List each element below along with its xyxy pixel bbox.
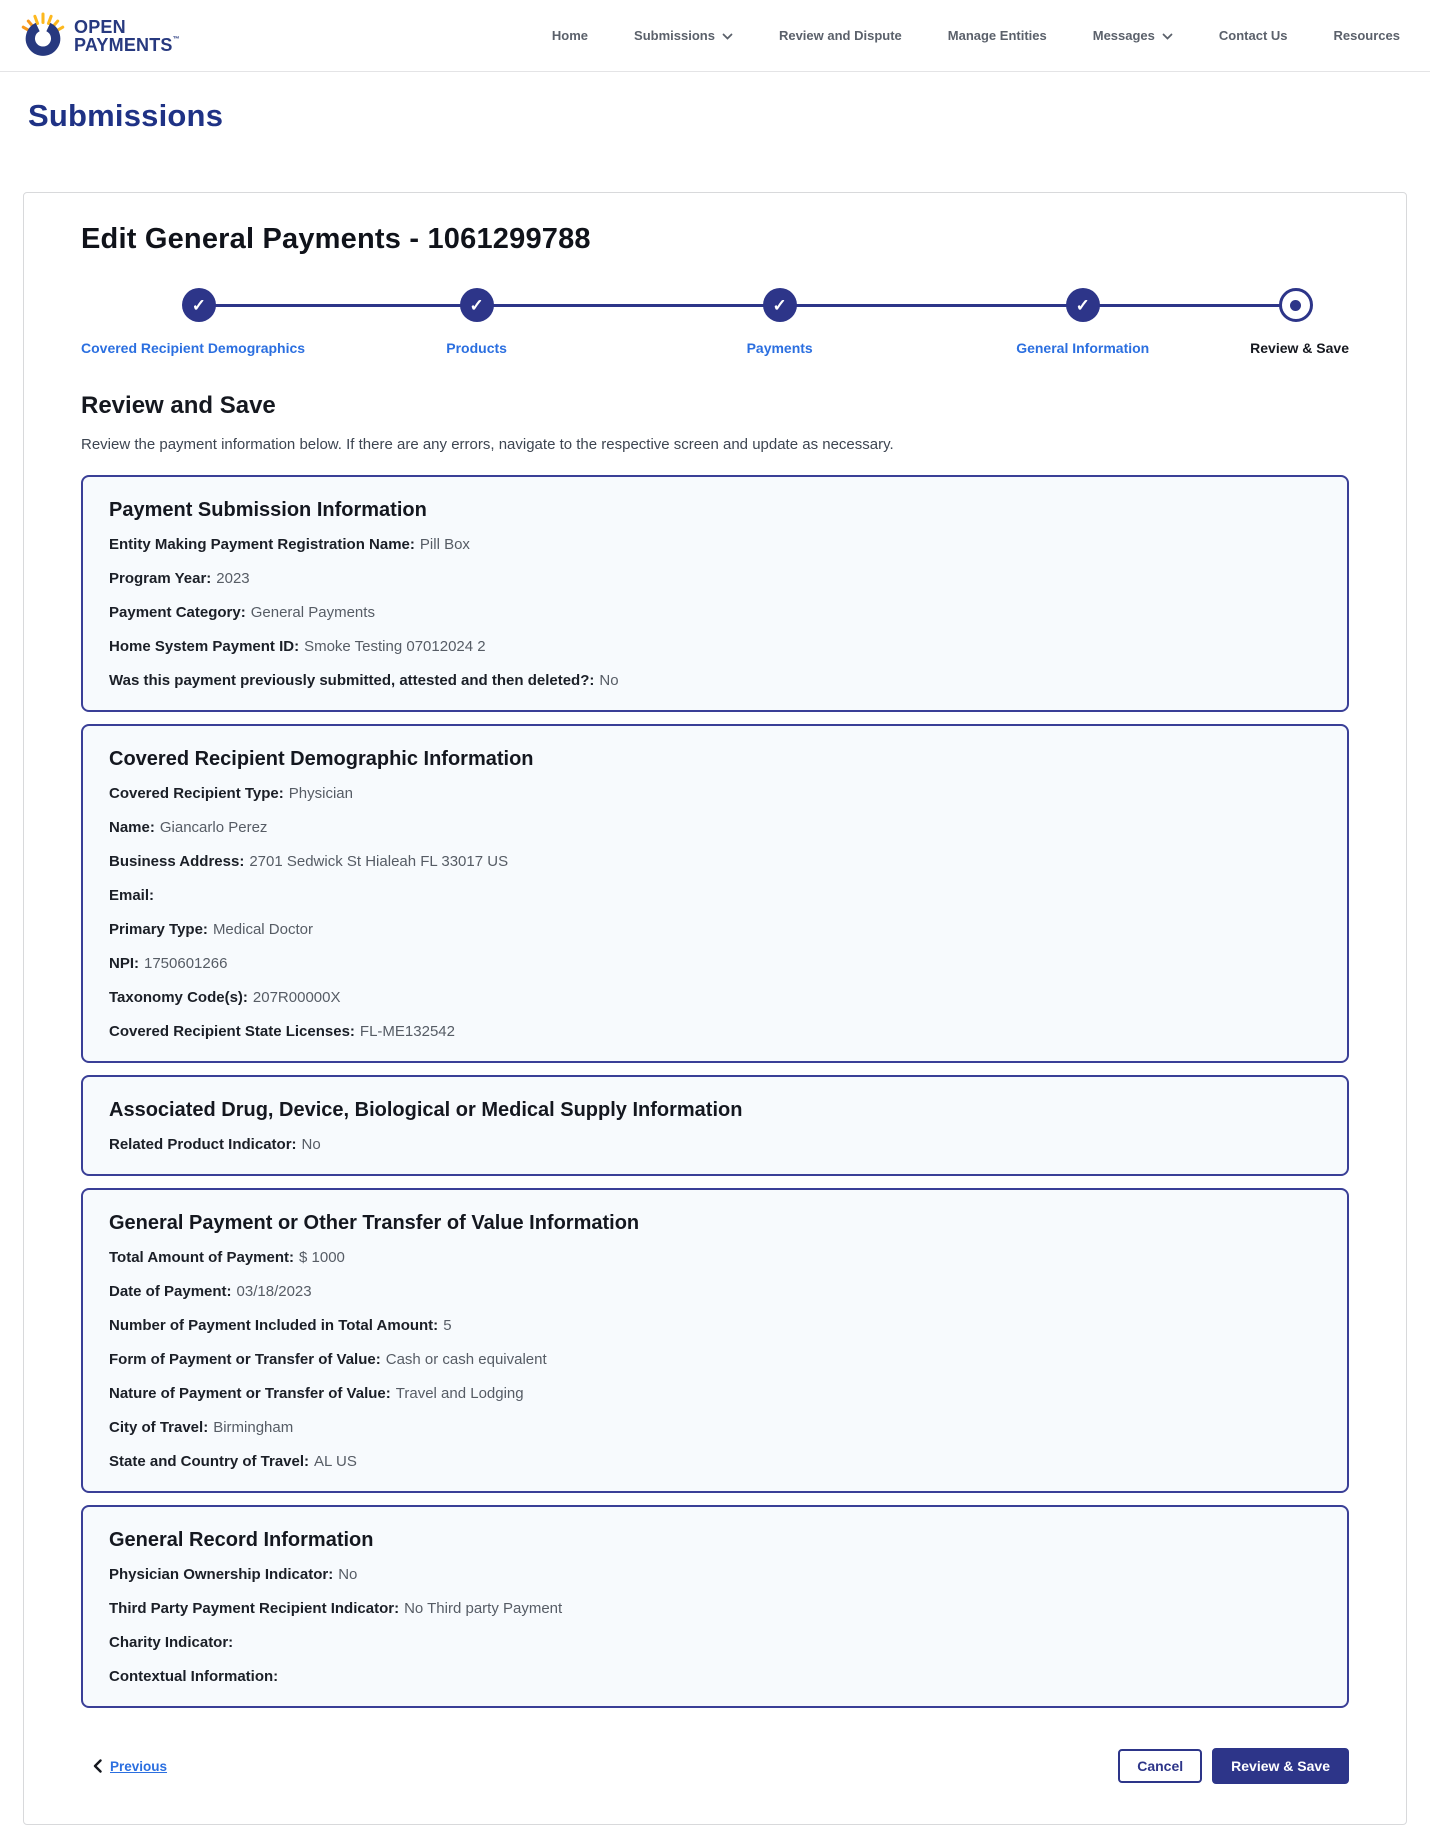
step-node-review-save [1279,288,1313,322]
field-label: Charity Indicator: [109,1634,234,1651]
review-description: Review the payment information below. If there are any errors, navigate to the respective screen and update as necessary. [81,436,894,453]
box-fields [109,1249,1321,1471]
nav-item-resources[interactable] [1334,28,1400,43]
field-label: Form of Payment or Transfer of Value: [109,1351,381,1368]
box-fields [109,785,1321,1041]
chevron-down-icon [722,33,733,40]
field-value: AL US [314,1453,357,1470]
field-label: Name: [109,819,155,836]
field-value: No Third party Payment [404,1600,563,1617]
field-label: Program Year: [109,570,212,587]
field-row [109,1453,1321,1471]
field-value: Smoke Testing 07012024 2 [304,638,486,655]
step-node-payments[interactable] [763,288,797,322]
field-value: No [599,672,619,689]
checkmark-icon: ✓ [469,295,484,315]
nav-item-review-and-dispute[interactable] [779,28,902,43]
field-value: Travel and Lodging [395,1385,524,1402]
field-row [109,887,1321,905]
field-value: Giancarlo Perez [159,819,268,836]
previous-link[interactable] [93,1759,167,1774]
footer-buttons [1118,1748,1349,1784]
field-label: Taxonomy Code(s): [109,989,248,1006]
top-header [0,0,1430,72]
field-value: No [301,1136,321,1153]
step-node-general-information[interactable] [1066,288,1100,322]
field-value: No [338,1566,358,1583]
info-box-associated-drug-device-biological-or-medical-supply-information [81,1075,1349,1176]
field-value: General Payments [250,604,375,621]
nav-item-messages[interactable] [1093,28,1173,43]
nav-item-manage-entities[interactable] [948,28,1047,43]
field-label: Covered Recipient State Licenses: [109,1023,355,1040]
field-value: Medical Doctor [212,921,313,938]
nav-label-submissions: Submissions [634,28,715,43]
field-row [109,989,1321,1007]
field-label: State and Country of Travel: [109,1453,310,1470]
card-title: Edit General Payments - 1061299788 [81,223,591,255]
field-row [109,819,1321,837]
info-box-covered-recipient-demographic-information [81,724,1349,1063]
step-label-covered-recipient-demographics[interactable]: Covered Recipient Demographics [81,340,306,356]
field-label: Contextual Information: [109,1668,279,1685]
review-save-button[interactable]: Review & Save [1212,1748,1349,1784]
field-row [109,638,1321,656]
card-footer [81,1748,1349,1784]
current-step-dot [1290,300,1301,311]
field-label: Payment Category: [109,604,246,621]
checkmark-icon: ✓ [1075,295,1090,315]
field-value: 2023 [216,570,250,587]
nav-label-messages: Messages [1092,28,1155,43]
field-label: Home System Payment ID: [109,638,300,655]
nav-label-manage-entities: Manage Entities [947,28,1047,43]
info-box-payment-submission-information [81,475,1349,712]
field-label: Related Product Indicator: [109,1136,297,1153]
info-box-general-payment-or-other-transfer-of-value-information [81,1188,1349,1493]
previous-label: Previous [110,1758,168,1774]
step-label-products[interactable]: Products [446,340,507,356]
field-row [109,1668,1321,1686]
nav-label-resources: Resources [1333,28,1400,43]
nav-label-contact-us: Contact Us [1218,28,1288,43]
info-boxes [81,475,1349,1708]
chevron-down-icon [1162,33,1173,40]
field-value: 1750601266 [144,955,228,972]
open-payments-logo[interactable] [16,11,180,61]
step-node-covered-recipient-demographics[interactable] [182,288,216,322]
field-value: 03/18/2023 [236,1283,312,1300]
field-label: Physician Ownership Indicator: [109,1566,334,1583]
field-label: Business Address: [109,853,245,870]
progress-stepper [81,288,1349,364]
field-row [109,853,1321,871]
field-row [109,1634,1321,1652]
field-value: Cash or cash equivalent [385,1351,547,1368]
field-value: $ 1000 [299,1249,345,1266]
field-value: FL-ME132542 [359,1023,455,1040]
step-label-payments[interactable]: Payments [746,340,813,356]
field-row [109,1283,1321,1301]
field-label: City of Travel: [109,1419,209,1436]
nav-label-home: Home [551,28,589,43]
field-value: 5 [443,1317,452,1334]
field-row [109,785,1321,803]
trademark-symbol: ™ [172,35,180,43]
field-row [109,1566,1321,1584]
field-row [109,604,1321,622]
field-label: Was this payment previously submitted, attested and then deleted?: [109,672,595,689]
nav-item-contact-us[interactable] [1219,28,1288,43]
field-label: Nature of Payment or Transfer of Value: [109,1385,391,1402]
field-value: Pill Box [419,536,470,553]
brand-line2: PAYMENTS [74,34,173,55]
field-label: Date of Payment: [109,1283,232,1300]
checkmark-icon: ✓ [191,295,207,315]
stepper-track [199,304,1296,307]
step-label-review-save: Review & Save [1250,340,1349,356]
field-row [109,1249,1321,1267]
field-label: Number of Payment Included in Total Amount: [109,1317,439,1334]
brand-line1: OPEN [74,16,126,37]
field-row [109,1600,1321,1618]
field-value: 207R00000X [252,989,341,1006]
field-row [109,1419,1321,1437]
field-label: Total Amount of Payment: [109,1249,294,1266]
step-label-general-information[interactable]: General Information [1016,340,1150,356]
field-label: Covered Recipient Type: [109,785,284,802]
sunburst-horseshoe-icon [16,11,70,61]
box-title: Associated Drug, Device, Biological or Medical Supply Information [109,1099,743,1121]
checkmark-icon: ✓ [772,295,787,315]
field-row [109,1023,1321,1041]
field-label: Primary Type: [109,921,208,938]
field-label: Email: [109,887,155,904]
box-title: Payment Submission Information [109,499,427,521]
field-row [109,672,1321,690]
field-row [109,955,1321,973]
field-row [109,1317,1321,1335]
field-label: NPI: [109,955,139,972]
nav-label-review-and-dispute: Review and Dispute [778,28,902,43]
nav-item-home[interactable] [552,28,588,43]
field-row [109,1385,1321,1403]
step-node-products[interactable] [460,288,494,322]
field-row [109,921,1321,939]
field-value: Birmingham [213,1419,294,1436]
cancel-button[interactable]: Cancel [1118,1749,1202,1783]
info-box-general-record-information [81,1505,1349,1708]
field-row [109,1351,1321,1369]
box-fields [109,1136,1321,1154]
field-row [109,1136,1321,1154]
edit-payment-card [23,192,1407,1825]
box-title: Covered Recipient Demographic Information [109,748,534,770]
box-title: General Payment or Other Transfer of Value Information [109,1212,640,1234]
main-nav [552,28,1400,43]
nav-item-submissions[interactable] [634,28,733,43]
page-title: Submissions [28,98,224,133]
field-value: Physician [288,785,353,802]
field-label: Third Party Payment Recipient Indicator: [109,1600,400,1617]
field-row [109,536,1321,554]
brand-wordmark [74,18,180,54]
box-fields [109,1566,1321,1686]
box-title: General Record Information [109,1529,374,1551]
chevron-left-icon [93,1759,102,1773]
box-fields [109,536,1321,690]
field-label: Entity Making Payment Registration Name: [109,536,415,553]
field-value: 2701 Sedwick St Hialeah FL 33017 US [249,853,509,870]
review-heading: Review and Save [81,392,276,419]
field-row [109,570,1321,588]
